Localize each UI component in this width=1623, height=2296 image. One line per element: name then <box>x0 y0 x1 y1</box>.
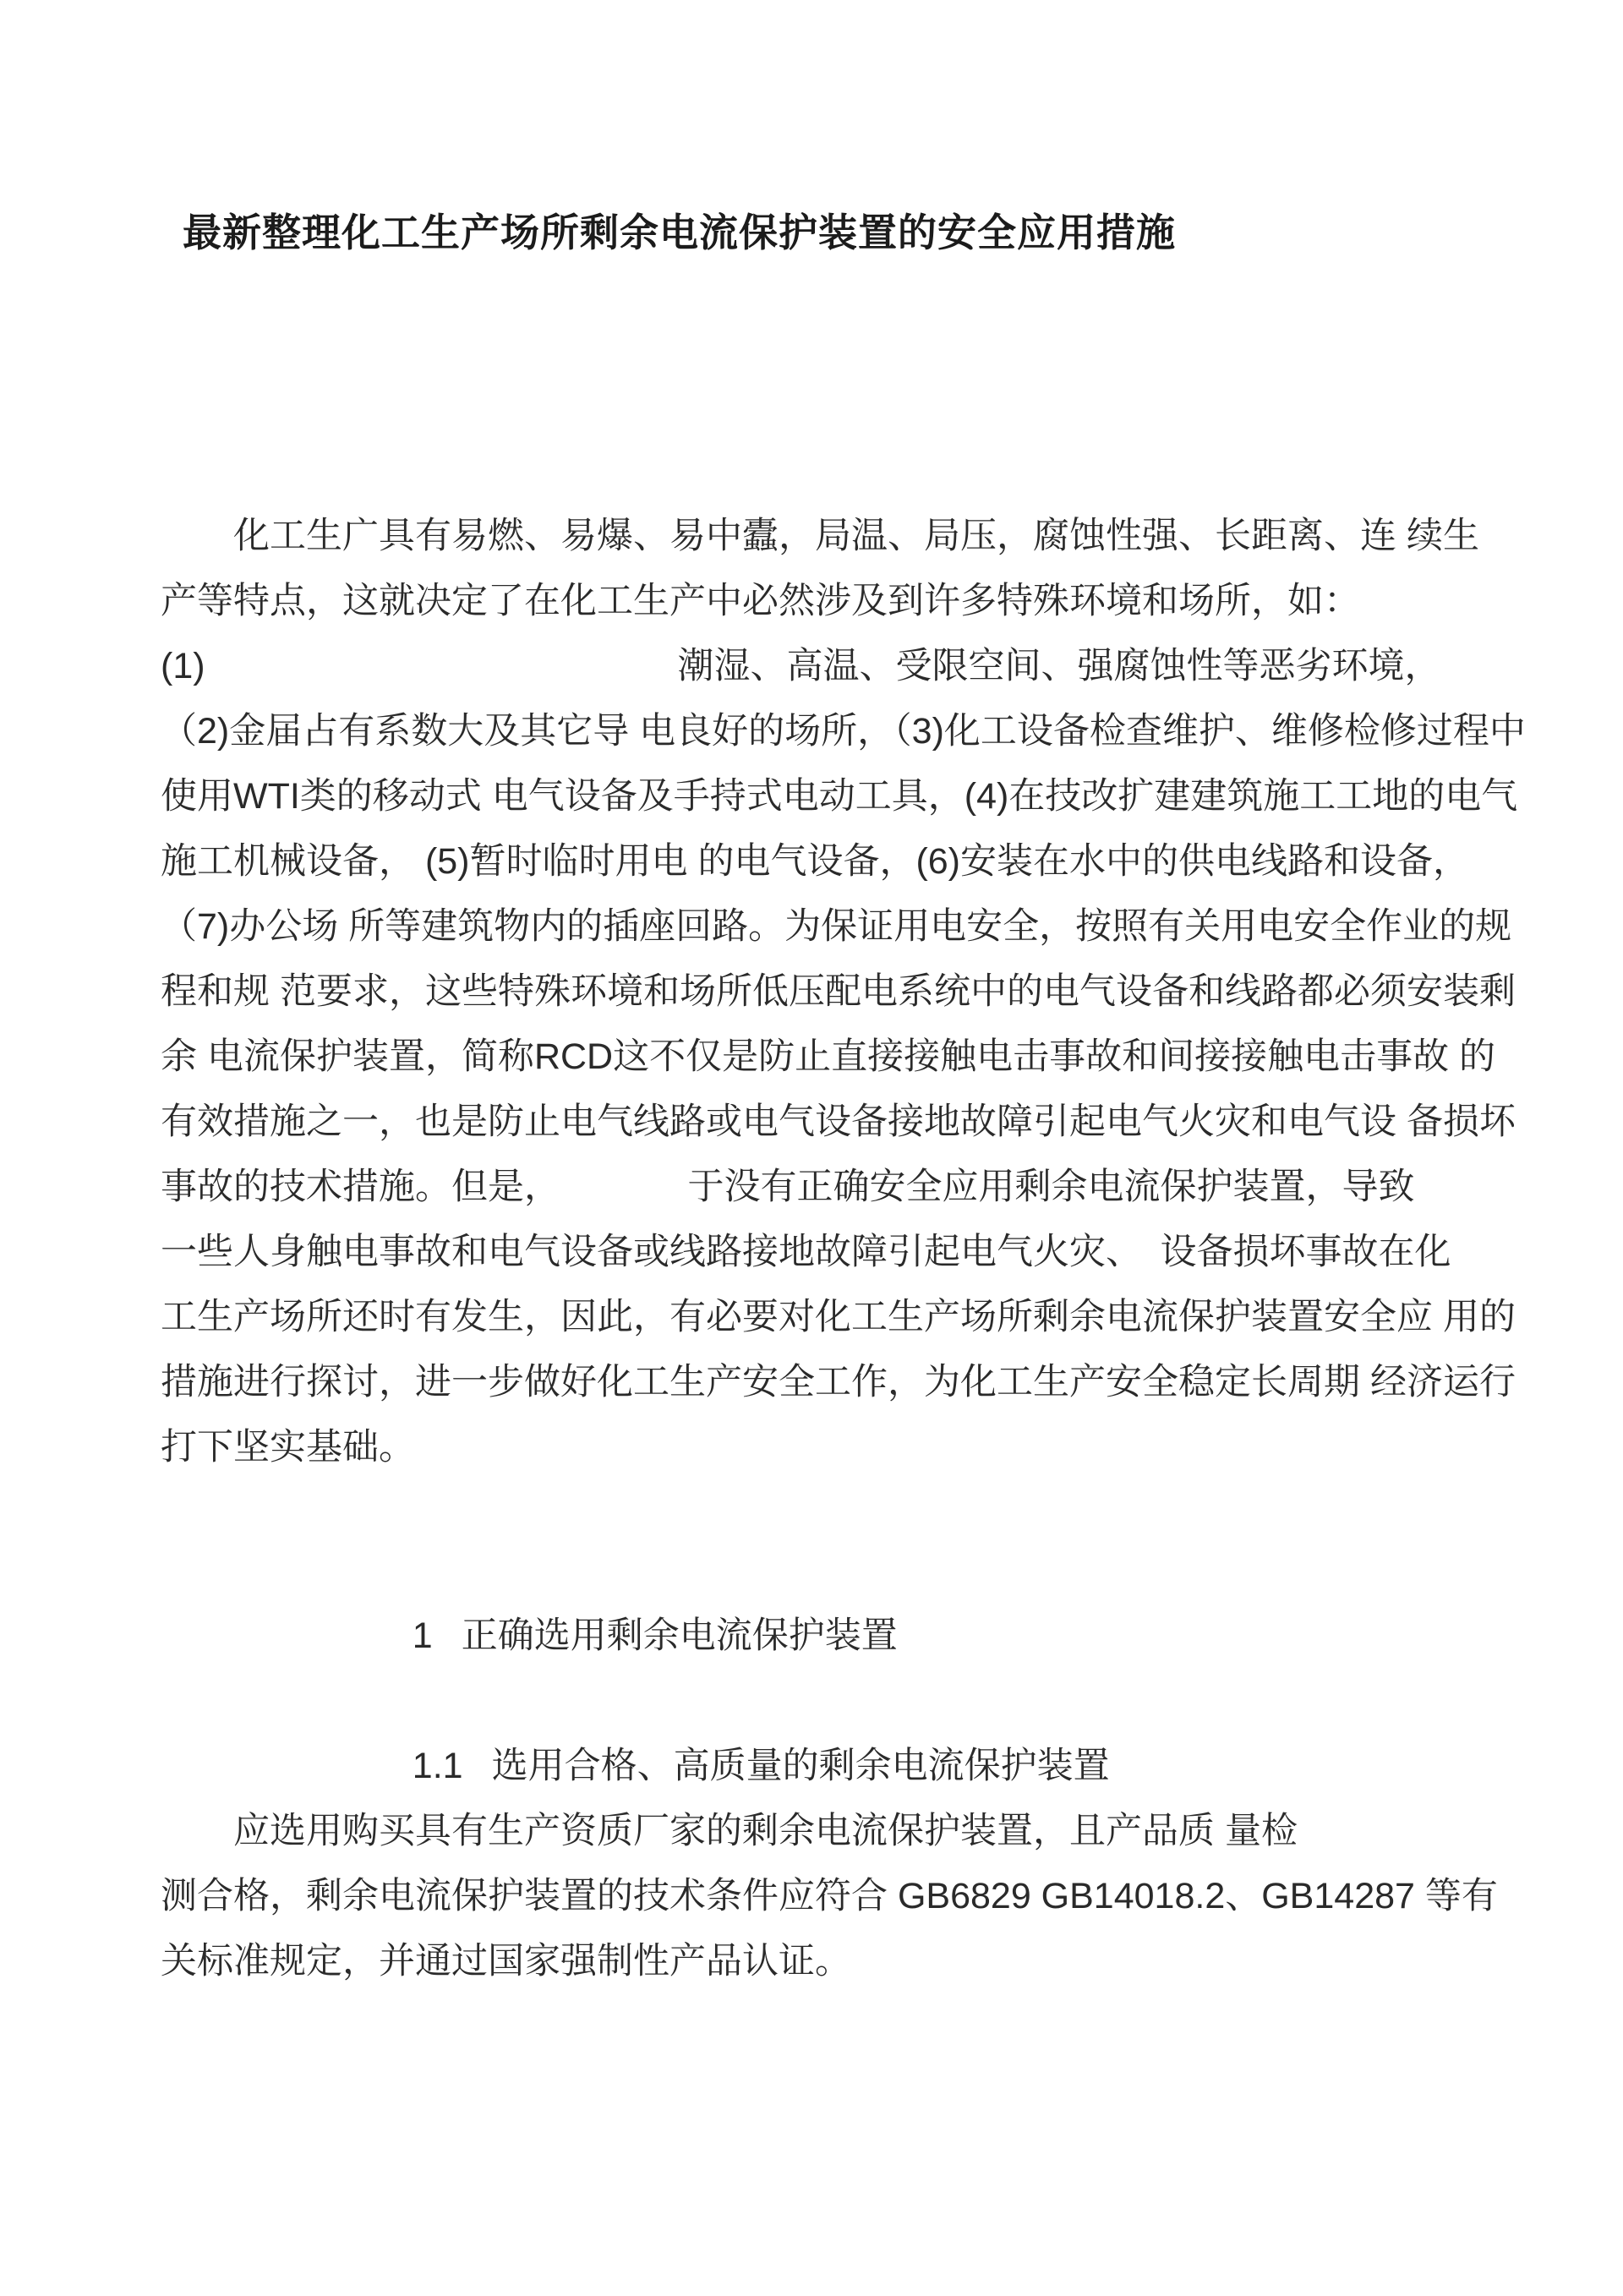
section-title: 选用合格、高质量的剩余电流保护装置 <box>491 1746 1110 1786</box>
paragraph-line: 化工生广具有易燃、易爆、易中蠹，局温、局压，腐蚀性强、长距离、连 续生 <box>161 516 1479 556</box>
paragraph-line: 程和规 范要求，这些特殊环境和场所低压配电系统中的电气设备和线路都必须安装剩 <box>161 971 1516 1012</box>
section-title: 正确选用剩余电流保护装置 <box>461 1615 898 1656</box>
document-title: 最新整理化工生产场所剩余电流保护装置的安全应用措施 <box>183 210 1176 254</box>
paragraph-line: 一些人身触电事故和电气设备或线路接地故障引起电气火灾、 设备损坏事故在化 <box>161 1232 1451 1272</box>
paragraph-line: 测合格，剩余电流保护装置的技术条件应符合 GB6829 GB14018.2、GB14287 等有 <box>161 1876 1498 1916</box>
paragraph-intro <box>161 504 1547 1480</box>
section-number: 1.1 <box>412 1746 463 1786</box>
paragraph-line: 关标准规定，并通过国家强制性产品认证。 <box>161 1941 851 1982</box>
section-number: 1 <box>412 1615 433 1656</box>
paragraph-line: （2)金届占有系数大及其它导 电良好的场所，（3)化工设备检查维护、维修检修过程中 <box>161 711 1526 752</box>
paragraph-line: 产等特点，这就决定了在化工生产中必然涉及到许多特殊环境和场所，如： <box>161 581 1360 621</box>
paragraph-line: 事故的技术措施。但是， 于没有正确安全应用剩余电流保护装置，导致 <box>161 1167 1415 1207</box>
paragraph-selection <box>161 1799 1547 1994</box>
paragraph-line: 措施进行探讨，进一步做好化工生产安全工作，为化工生产安全稳定长周期 经济运行 <box>161 1362 1516 1402</box>
paragraph-line: 施工机械设备， (5)暂时临时用电 的电气设备，(6)安装在水中的供电线路和设备， <box>161 841 1469 882</box>
paragraph-line: 使用WTI类的移动式 电气设备及手持式电动工具，(4)在技改扩建建筑施工工地的电气 <box>161 776 1518 817</box>
paragraph-line: (1) 潮湿、高温、受限空间、强腐蚀性等恶劣环境， <box>161 646 1441 686</box>
paragraph-line: 有效措施之一，也是防止电气线路或电气设备接地故障引起电气火灾和电气设 备损坏 <box>161 1102 1516 1142</box>
paragraph-line: 打下坚实基础。 <box>161 1427 415 1468</box>
paragraph-line: （7)办公场 所等建筑物内的插座回路。为保证用电安全，按照有关用电安全作业的规 <box>161 906 1512 947</box>
paragraph-line: 应选用购买具有生产资质厂家的剩余电流保护装置，且产品质 量检 <box>161 1811 1298 1851</box>
paragraph-line: 余 电流保护装置，简称RCD这不仅是防止直接接触电击事故和间接接触电击事故 的 <box>161 1036 1496 1077</box>
paragraph-line: 工生产场所还时有发生，因此，有必要对化工生产场所剩余电流保护装置安全应 用的 <box>161 1297 1516 1337</box>
